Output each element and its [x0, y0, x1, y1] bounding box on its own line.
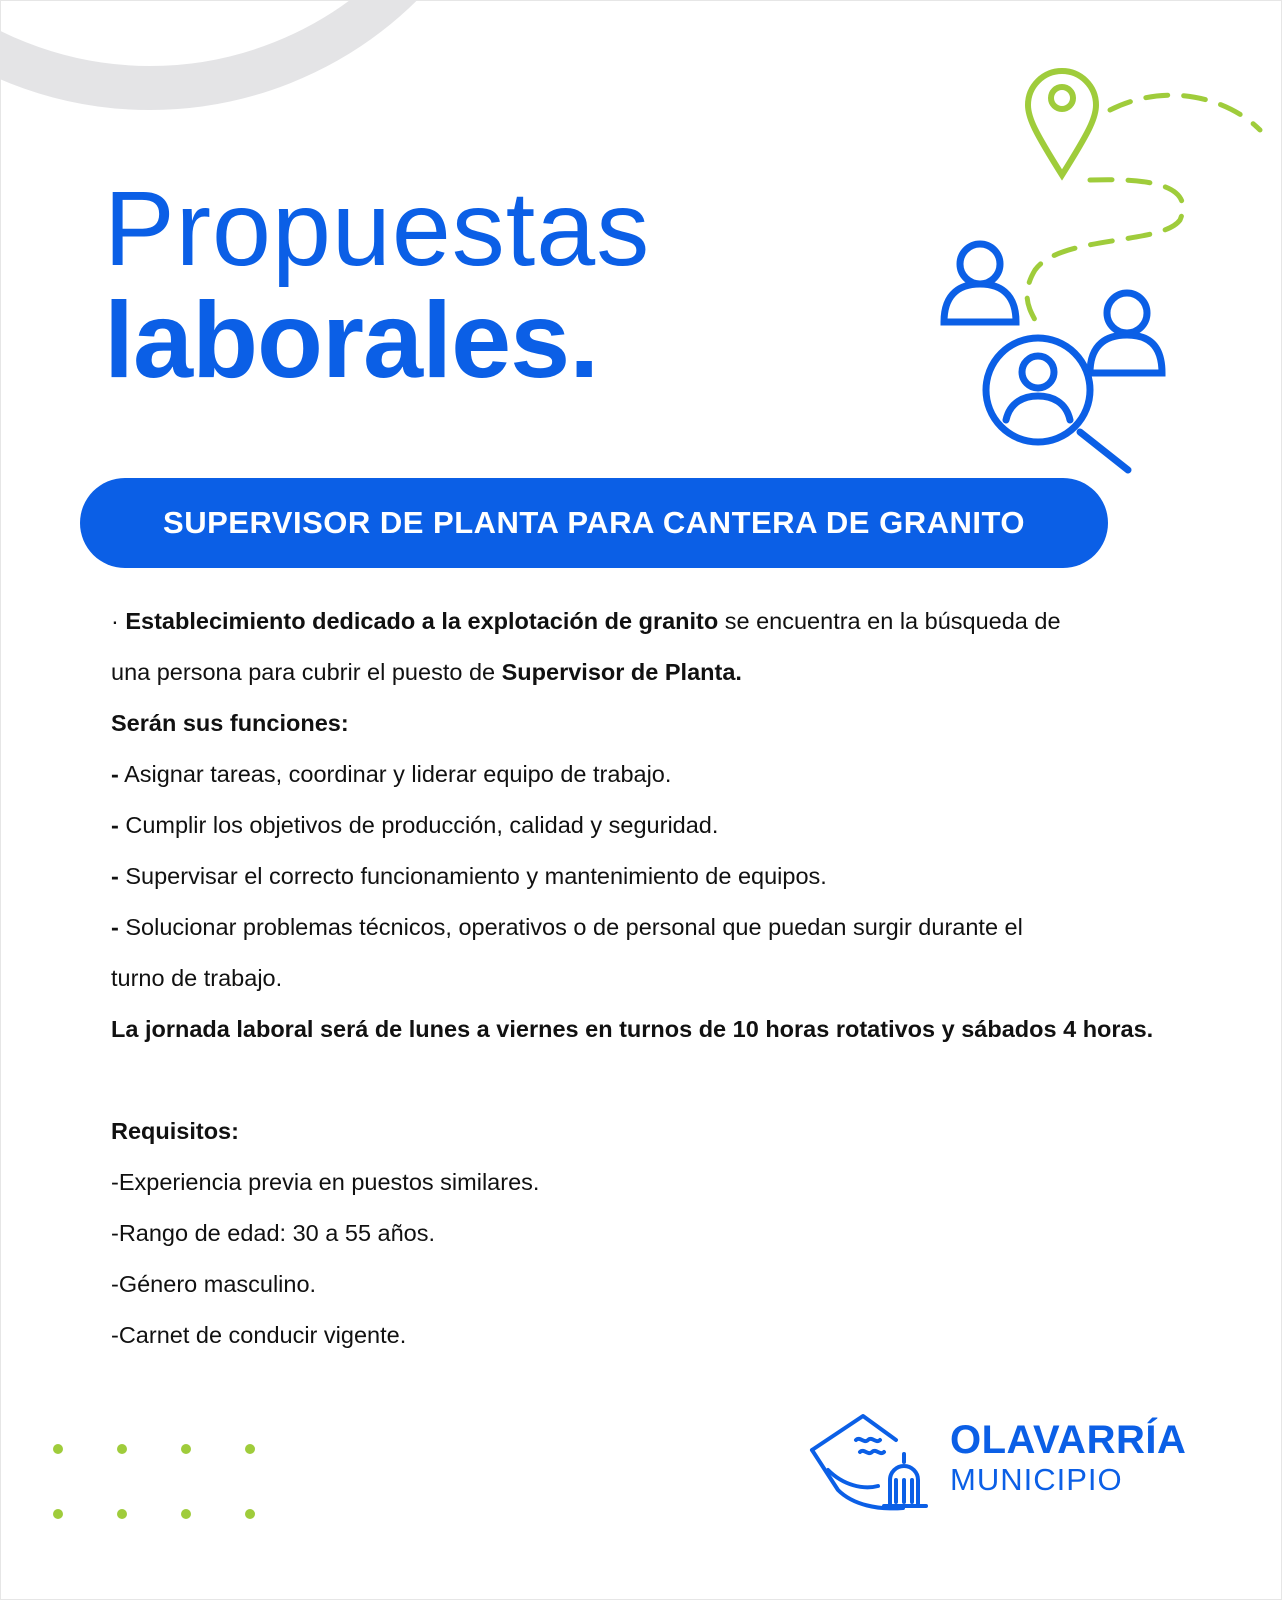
brand-name: OLAVARRÍA [950, 1418, 1187, 1462]
requirement-item: -Rango de edad: 30 a 55 años. [111, 1220, 436, 1246]
function-item: - Cumplir los objetivos de producción, calidad y seguridad. [111, 812, 719, 838]
job-description [111, 596, 1231, 1361]
intro-line-2 [111, 647, 1231, 698]
brand-subtitle: MUNICIPIO [950, 1462, 1123, 1497]
functions-heading: Serán sus funciones: [111, 710, 349, 736]
intro-line-1 [111, 596, 1231, 647]
municipality-brand [950, 1420, 1186, 1500]
intro-position: Supervisor de Planta. [501, 659, 742, 685]
function-item: - Asignar tareas, coordinar y liderar equipo de trabajo. [111, 761, 672, 787]
decorative-dots [40, 1440, 270, 1520]
intro-bullet: · [111, 608, 119, 634]
requirement-item: -Carnet de conducir vigente. [111, 1322, 407, 1348]
title-line-2: laborales. [104, 279, 599, 400]
title-line-1: Propuestas [104, 170, 651, 288]
job-search-illustration [940, 60, 1270, 490]
job-title-banner [80, 478, 1108, 568]
olavarria-logo-icon [808, 1410, 933, 1515]
person-right-icon [1090, 293, 1162, 373]
person-left-icon [944, 244, 1016, 322]
intro-rest: se encuentra en la búsqueda de [724, 608, 1061, 634]
magnifier-person-icon [986, 338, 1128, 470]
function-item-continuation: turno de trabajo. [111, 965, 283, 991]
schedule: La jornada laboral será de lunes a viernes en turnos de 10 horas rotativos y sábados 4 horas. [111, 1016, 1154, 1042]
requirements-heading: Requisitos: [111, 1118, 239, 1144]
requirement-item: -Experiencia previa en puestos similares. [111, 1169, 540, 1195]
function-item: - Supervisar el correcto funcionamiento y mantenimiento de equipos. [111, 863, 827, 889]
job-title: SUPERVISOR DE PLANTA PARA CANTERA DE GRANITO [163, 505, 1025, 540]
intro-bold: Establecimiento dedicado a la explotación de granito [125, 608, 719, 634]
dashed-route [1027, 95, 1260, 320]
function-item: - Solucionar problemas técnicos, operativos o de personal que puedan surgir durante el [111, 914, 1023, 940]
location-pin-icon [1028, 71, 1096, 175]
requirement-item: -Género masculino. [111, 1271, 317, 1297]
intro-line-2-text: una persona para cubrir el puesto de [111, 659, 496, 685]
